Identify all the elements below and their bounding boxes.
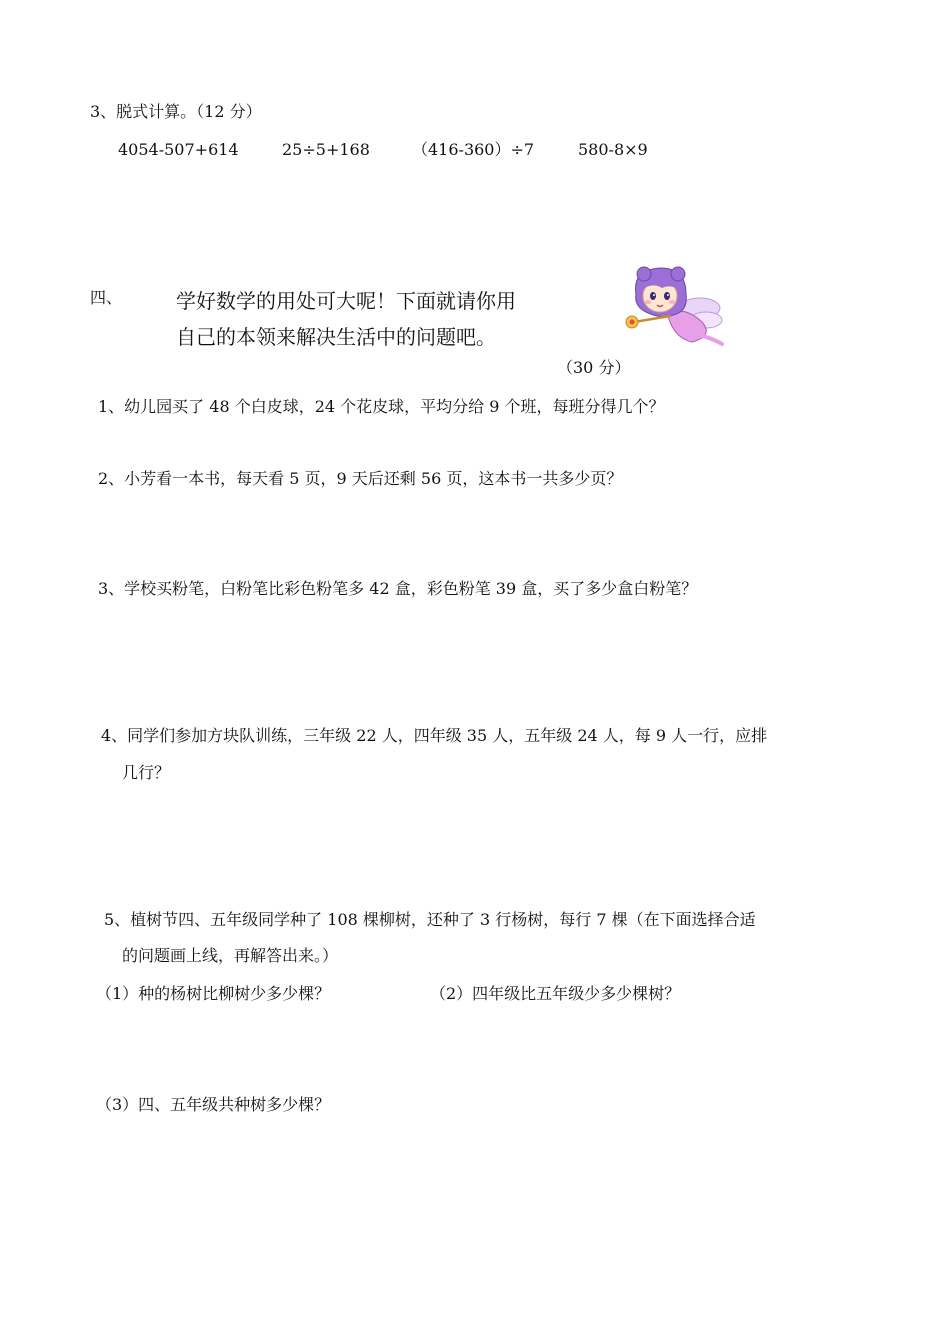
expression-4: 580-8×9 xyxy=(578,140,648,159)
problem-5-line1: 5、植树节四、五年级同学种了 108 棵柳树，还种了 3 行杨树，每行 7 棵（在下面选择合适 xyxy=(104,910,756,929)
section4-number: 四、 xyxy=(90,288,123,307)
section4-intro-line1: 学好数学的用处可大呢！下面就请你用 xyxy=(176,289,516,313)
expression-3: （416-360）÷7 xyxy=(412,140,535,159)
fairy-illustration xyxy=(622,264,726,346)
section3-title: 3、脱式计算。（12 分） xyxy=(90,102,262,121)
section4-intro-line2: 自己的本领来解决生活中的问题吧。 xyxy=(176,325,496,349)
problem-5-line2: 的问题画上线，再解答出来。） xyxy=(122,946,339,965)
problem-1: 1、幼儿园买了 48 个白皮球，24 个花皮球，平均分给 9 个班，每班分得几个？ xyxy=(98,397,665,416)
problem-2: 2、小芳看一本书，每天看 5 页，9 天后还剩 56 页，这本书一共多少页？ xyxy=(98,469,623,488)
problem-5-question-2: （2）四年级比五年级少多少棵树？ xyxy=(430,984,681,1003)
problem-5-question-1: （1）种的杨树比柳树少多少棵？ xyxy=(96,984,331,1003)
expression-2: 25÷5+168 xyxy=(282,140,370,159)
problem-4-line1: 4、同学们参加方块队训练，三年级 22 人，四年级 35 人，五年级 24 人，每 9 人一行，应排 xyxy=(101,726,768,745)
problem-3: 3、学校买粉笔，白粉笔比彩色粉笔多 42 盒，彩色粉笔 39 盒，买了多少盒白粉笔？ xyxy=(98,579,698,598)
problem-5-question-3: （3）四、五年级共种树多少棵？ xyxy=(96,1095,331,1114)
section4-score: （30 分） xyxy=(557,358,631,377)
expression-1: 4054-507+614 xyxy=(118,140,239,159)
problem-4-line2: 几行？ xyxy=(122,763,171,782)
